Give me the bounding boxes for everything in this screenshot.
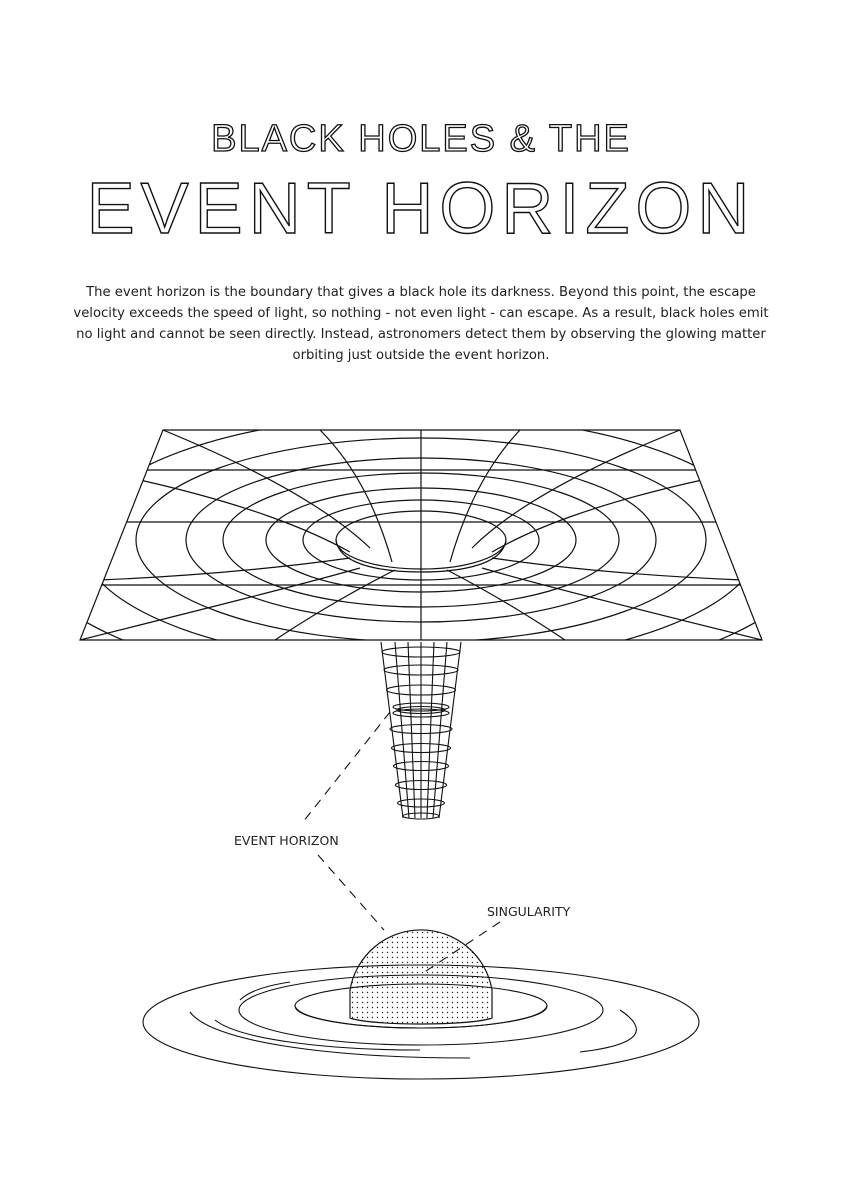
- event-horizon-leader-top: [303, 712, 390, 822]
- title-line-1: BLACK HOLES & THE: [211, 118, 631, 160]
- event-horizon-leader-bottom: [318, 855, 384, 930]
- singularity-label: SINGULARITY: [487, 904, 571, 919]
- event-horizon-label: EVENT HORIZON: [234, 833, 339, 848]
- black-hole-sphere: [350, 930, 492, 1024]
- intro-paragraph: The event horizon is the boundary that gives a black hole its darkness. Beyond this point, the escape velocity exceeds the speed of light, so nothing - not even light - can escape. As a result, black holes emit no light and cannot be seen directly. Instead, astronomers detect them by observing the glowing matter orbiting just outside the event horizon.: [73, 285, 769, 363]
- title-line-2: EVENT HORIZON: [86, 169, 756, 249]
- funnel-throat: [381, 642, 461, 819]
